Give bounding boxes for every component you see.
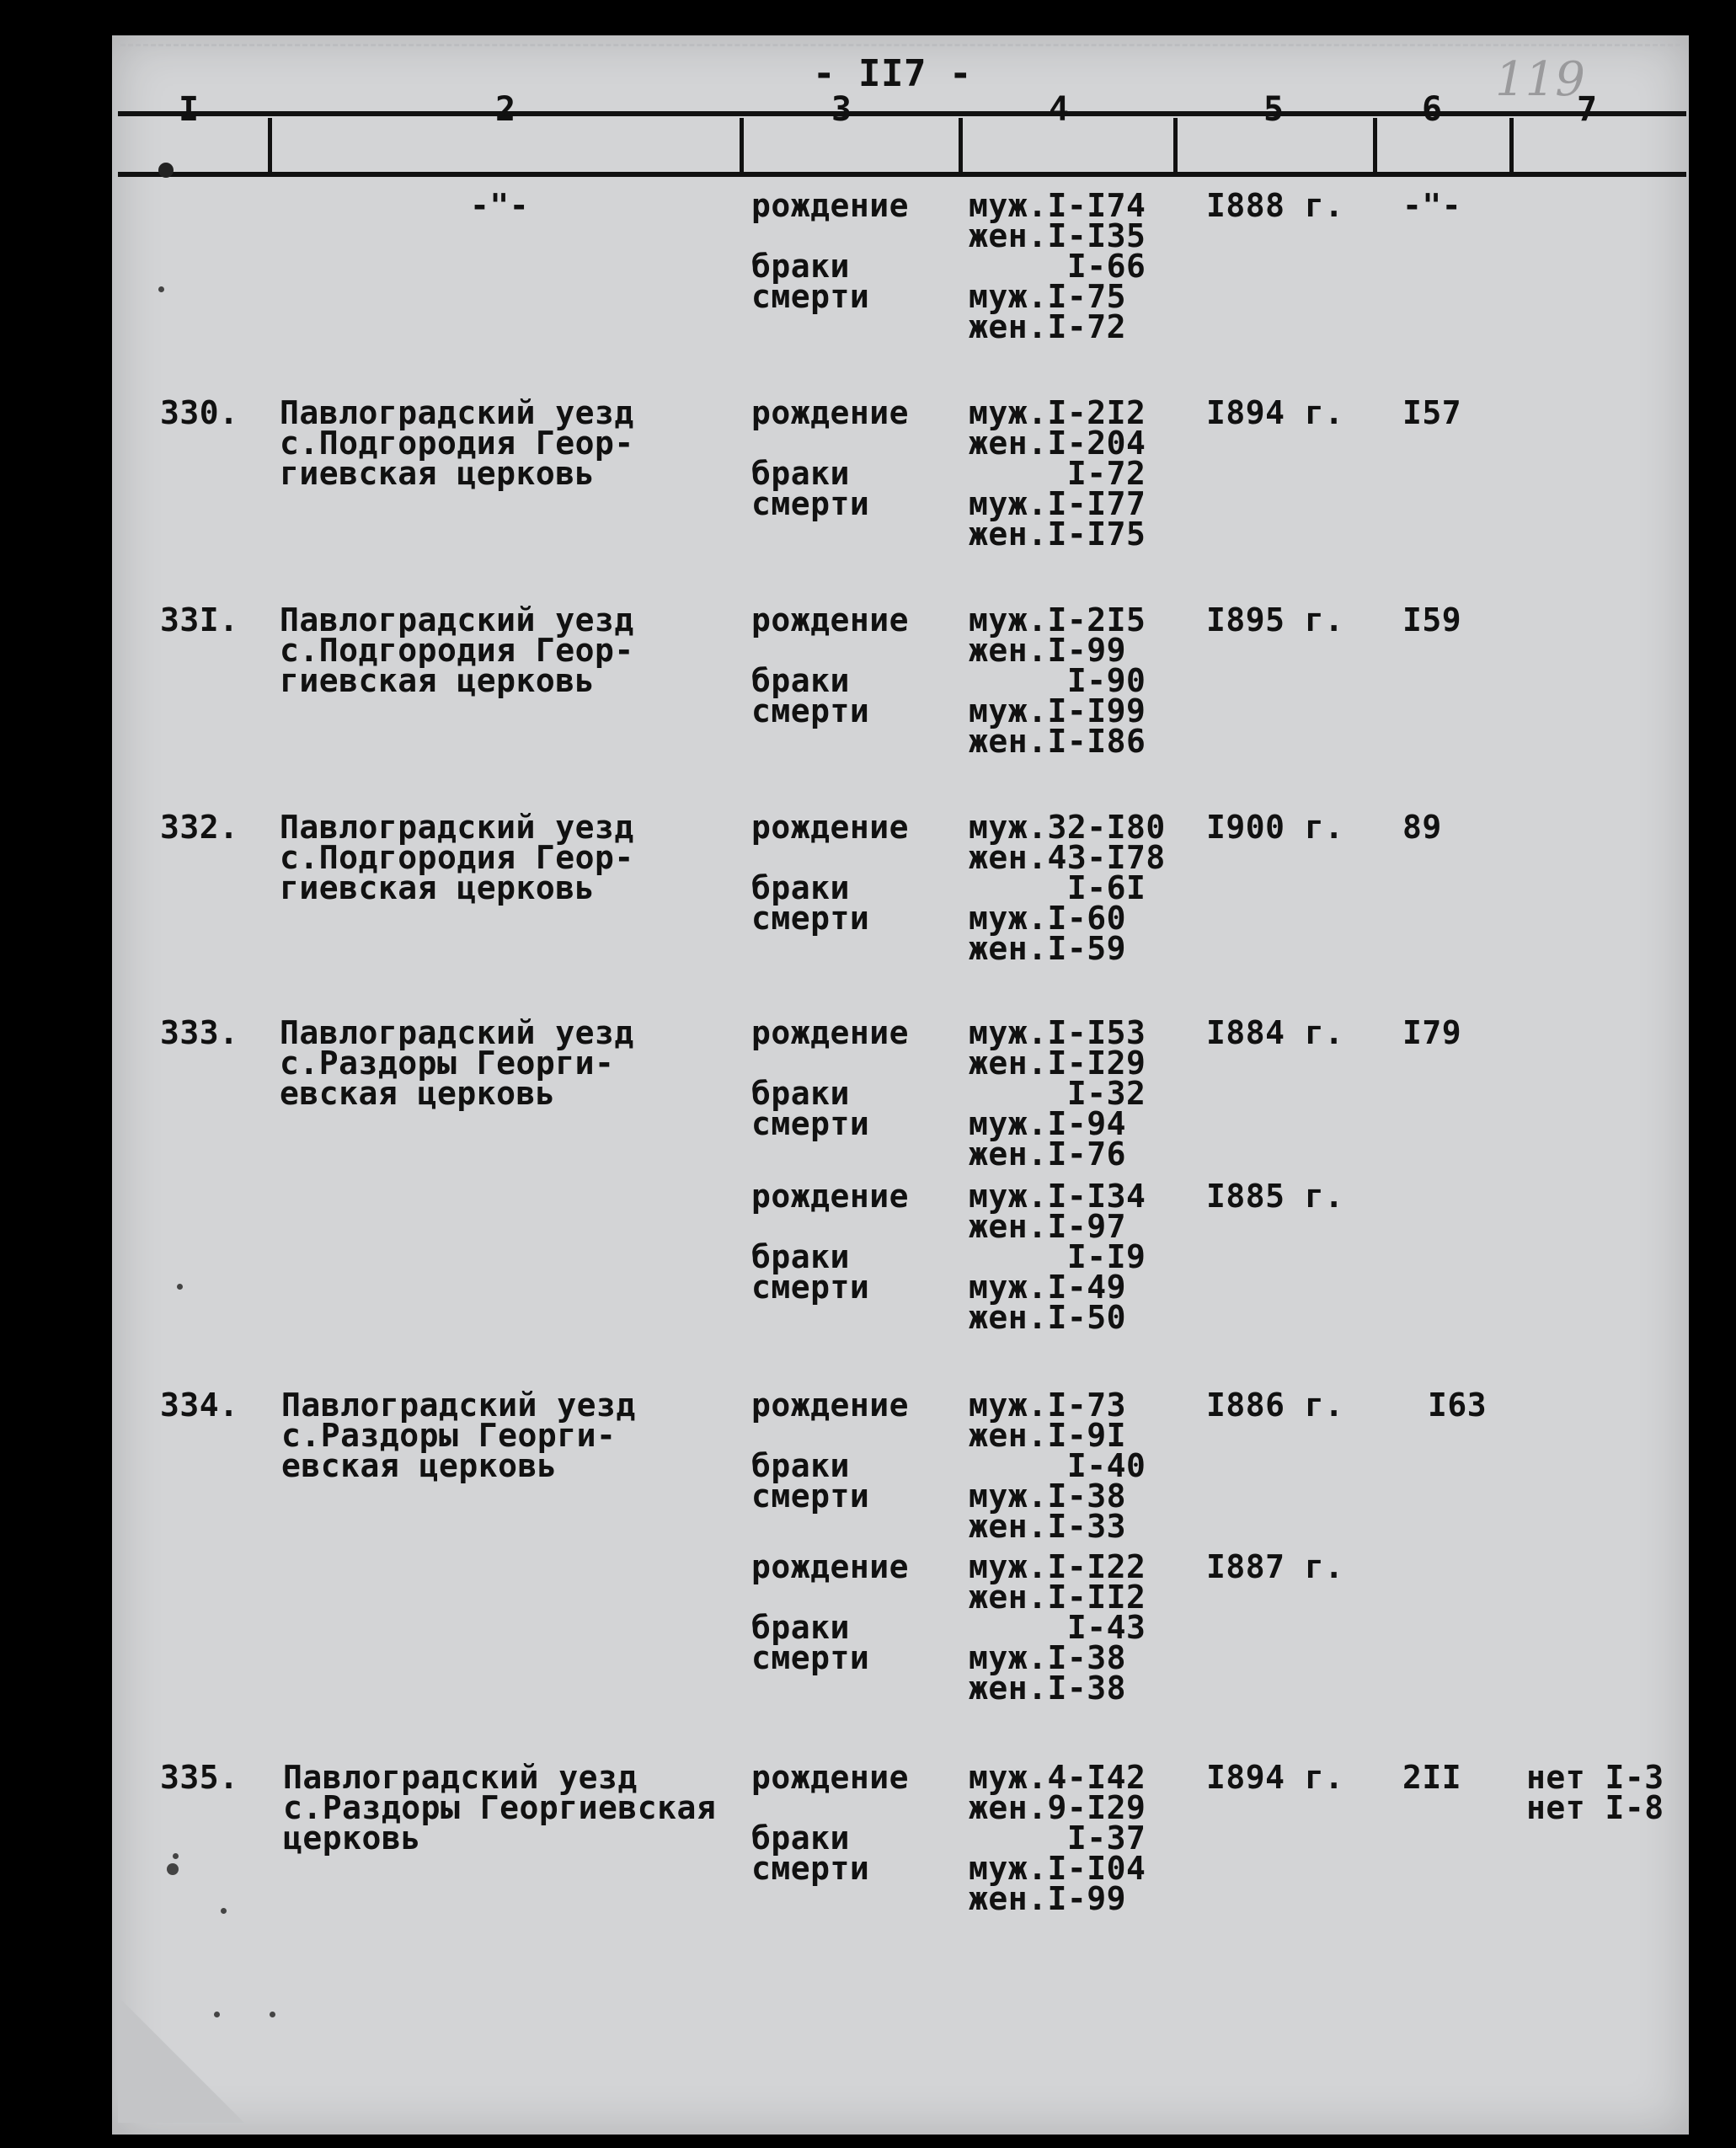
year-cell: I885 г. [1206, 1178, 1344, 1215]
record-type-cell: рождение браки смерти [751, 187, 910, 315]
column-header-6: 6 [1422, 90, 1443, 129]
place-cell: Павлоградский уезд с.Подгородия Геор- гиевская церковь [280, 601, 634, 699]
place-cell: Павлоградский уезд с.Раздоры Георги- евская церковь [281, 1387, 636, 1484]
column-divider [959, 118, 963, 172]
row-number: 332. [160, 809, 239, 846]
row-number: 33I. [160, 601, 239, 639]
year-cell: I887 г. [1206, 1548, 1344, 1585]
record-type-cell: рождение браки смерти [751, 1759, 910, 1887]
row-number: 333. [160, 1014, 239, 1051]
column-header-5: 5 [1263, 90, 1285, 129]
record-values-cell: муж.I-I74 жен.I-I35 I-66 муж.I-75 жен.I-72 [969, 187, 1146, 345]
folded-corner [118, 1996, 244, 2123]
year-cell: I894 г. [1206, 1759, 1344, 1796]
page-number: - II7 - [813, 52, 972, 95]
record-type-cell: рождение браки смерти [751, 1548, 910, 1676]
archive-page-number: 119 [1495, 52, 1585, 107]
header-bottom-rule [118, 172, 1686, 177]
column-divider [1509, 118, 1514, 172]
place-cell: Павлоградский уезд с.Подгородия Геор- гиевская церковь [280, 394, 634, 492]
record-type-cell: рождение браки смерти [751, 1387, 910, 1515]
col6-cell: I79 [1402, 1014, 1462, 1051]
header-top-rule [118, 111, 1686, 116]
record-type-cell: рождение браки смерти [751, 394, 910, 522]
paper-mark [167, 1863, 179, 1875]
column-header-3: 3 [831, 90, 852, 129]
column-divider [268, 118, 272, 172]
col6-cell: 2II [1402, 1759, 1462, 1796]
record-type-cell: рождение браки смерти [751, 601, 910, 729]
col6-cell: I57 [1402, 394, 1462, 431]
record-type-cell: рождение браки смерти [751, 1178, 910, 1306]
record-values-cell: муж.I-73 жен.I-9I I-40 муж.I-38 жен.I-33 [969, 1387, 1146, 1545]
column-header-4: 4 [1049, 90, 1070, 129]
row-number: 330. [160, 394, 239, 431]
record-values-cell: муж.32-I80 жен.43-I78 I-6I муж.I-60 жен.I-59 [969, 809, 1166, 967]
record-values-cell: муж.I-I53 жен.I-I29 I-32 муж.I-94 жен.I-76 [969, 1014, 1146, 1173]
col6-cell: I63 [1428, 1387, 1488, 1424]
place-cell: Павлоградский уезд с.Раздоры Георгиевская церковь [283, 1759, 717, 1857]
paper-mark [158, 286, 164, 292]
paper-mark [270, 2012, 275, 2017]
col6-cell: -"- [1402, 187, 1462, 224]
place-cell: Павлоградский уезд с.Подгородия Геор- гиевская церковь [280, 809, 634, 906]
record-values-cell: муж.I-I22 жен.I-II2 I-43 муж.I-38 жен.I-38 [969, 1548, 1146, 1707]
year-cell: I884 г. [1206, 1014, 1344, 1051]
record-type-cell: рождение браки смерти [751, 809, 910, 937]
column-divider [740, 118, 744, 172]
year-cell: I886 г. [1206, 1387, 1344, 1424]
record-values-cell: муж.I-2I5 жен.I-99 I-90 муж.I-I99 жен.I-I86 [969, 601, 1146, 760]
record-type-cell: рождение браки смерти [751, 1014, 910, 1142]
year-cell: I894 г. [1206, 394, 1344, 431]
row-number: 334. [160, 1387, 239, 1424]
paper-mark [173, 1853, 179, 1859]
column-header-2: 2 [495, 90, 516, 129]
paper-mark [221, 1908, 227, 1914]
year-cell: I900 г. [1206, 809, 1344, 846]
column-header-1: I [179, 90, 200, 129]
col7-cell: нет I-3 нет I-8 [1526, 1759, 1664, 1826]
place-cell: -"- [470, 187, 530, 224]
record-values-cell: муж.I-I34 жен.I-97 I-I9 муж.I-49 жен.I-50 [969, 1178, 1146, 1336]
row-number: 335. [160, 1759, 239, 1796]
year-cell: I888 г. [1206, 187, 1344, 224]
col6-cell: 89 [1402, 809, 1442, 846]
place-cell: Павлоградский уезд с.Раздоры Георги- евская церковь [280, 1014, 634, 1112]
ink-blot [158, 163, 174, 178]
record-values-cell: муж.I-2I2 жен.I-204 I-72 муж.I-I77 жен.I-I75 [969, 394, 1146, 553]
col6-cell: I59 [1402, 601, 1462, 639]
column-divider [1173, 118, 1178, 172]
paper-mark [177, 1284, 183, 1290]
year-cell: I895 г. [1206, 601, 1344, 639]
record-values-cell: муж.4-I42 жен.9-I29 I-37 муж.I-I04 жен.I-99 [969, 1759, 1146, 1917]
column-header-7: 7 [1577, 90, 1598, 129]
column-divider [1373, 118, 1377, 172]
